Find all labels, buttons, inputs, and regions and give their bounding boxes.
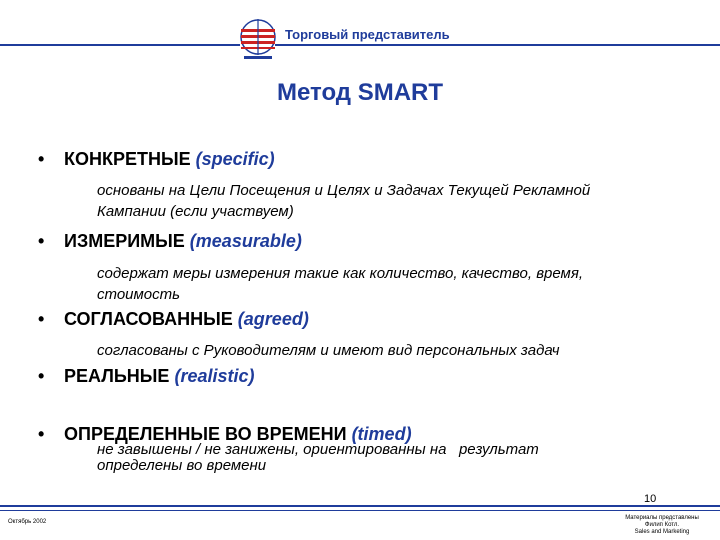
- list-item-timed: [38, 424, 412, 445]
- brand-title: Торговый представитель: [285, 27, 450, 42]
- item-english: (timed): [351, 424, 412, 444]
- item-heading: ИЗМЕРИМЫЕ: [64, 231, 185, 251]
- header-rule-left: [0, 44, 240, 46]
- item-english: (specific): [195, 149, 275, 169]
- footer-date: Октябрь 2002: [8, 519, 47, 525]
- bullet: •: [38, 309, 45, 329]
- footer-credit-line: Sales and Marketing: [634, 529, 690, 535]
- item-description: [97, 340, 707, 361]
- footer-rule-thin: [0, 510, 720, 511]
- slide-title: Метод SMART: [276, 79, 444, 106]
- item-description: [97, 180, 707, 222]
- footer-credit-line: Филип Котл.: [644, 522, 680, 528]
- bullet: •: [38, 424, 45, 444]
- description-line: содержат меры измерения такие как количество, качество, время,: [97, 265, 584, 282]
- footer-credit-line: Материалы представлены: [625, 515, 699, 521]
- item-heading: РЕАЛЬНЫЕ: [64, 366, 170, 386]
- item-english: (agreed): [237, 309, 309, 329]
- bullet: •: [38, 149, 45, 169]
- description-line: определены во времени: [97, 457, 267, 474]
- item-description: [97, 455, 707, 476]
- item-english: (realistic): [174, 366, 255, 386]
- header-rule-right: [275, 44, 720, 46]
- item-heading: СОГЛАСОВАННЫЕ: [64, 309, 233, 329]
- list-item-specific: [38, 149, 275, 170]
- description-line: Кампании (если участвуем): [97, 203, 294, 220]
- logo-globe-icon: [238, 17, 278, 61]
- footer-credit: [612, 515, 712, 536]
- list-item-agreed: [38, 309, 309, 330]
- bullet: •: [38, 366, 45, 386]
- description-line: стоимость: [97, 286, 181, 303]
- item-heading: ОПРЕДЕЛЕННЫЕ ВО ВРЕМЕНИ: [64, 424, 347, 444]
- description-line: не завышены / не занижены, ориентированны на результат: [97, 441, 539, 458]
- list-item-realistic: [38, 366, 255, 387]
- item-english: (measurable): [189, 231, 302, 251]
- item-description: [97, 263, 707, 305]
- item-heading: КОНКРЕТНЫЕ: [64, 149, 191, 169]
- bullet: •: [38, 231, 45, 251]
- description-line: основаны на Цели Посещения и Целях и Задачах Текущей Рекламной: [97, 182, 591, 199]
- list-item-measurable: [38, 231, 302, 252]
- description-line: согласованы с Руководителям и имеют вид персональных задач: [97, 342, 560, 359]
- footer-rule-thick: [0, 505, 720, 507]
- page-number: 10: [644, 493, 657, 505]
